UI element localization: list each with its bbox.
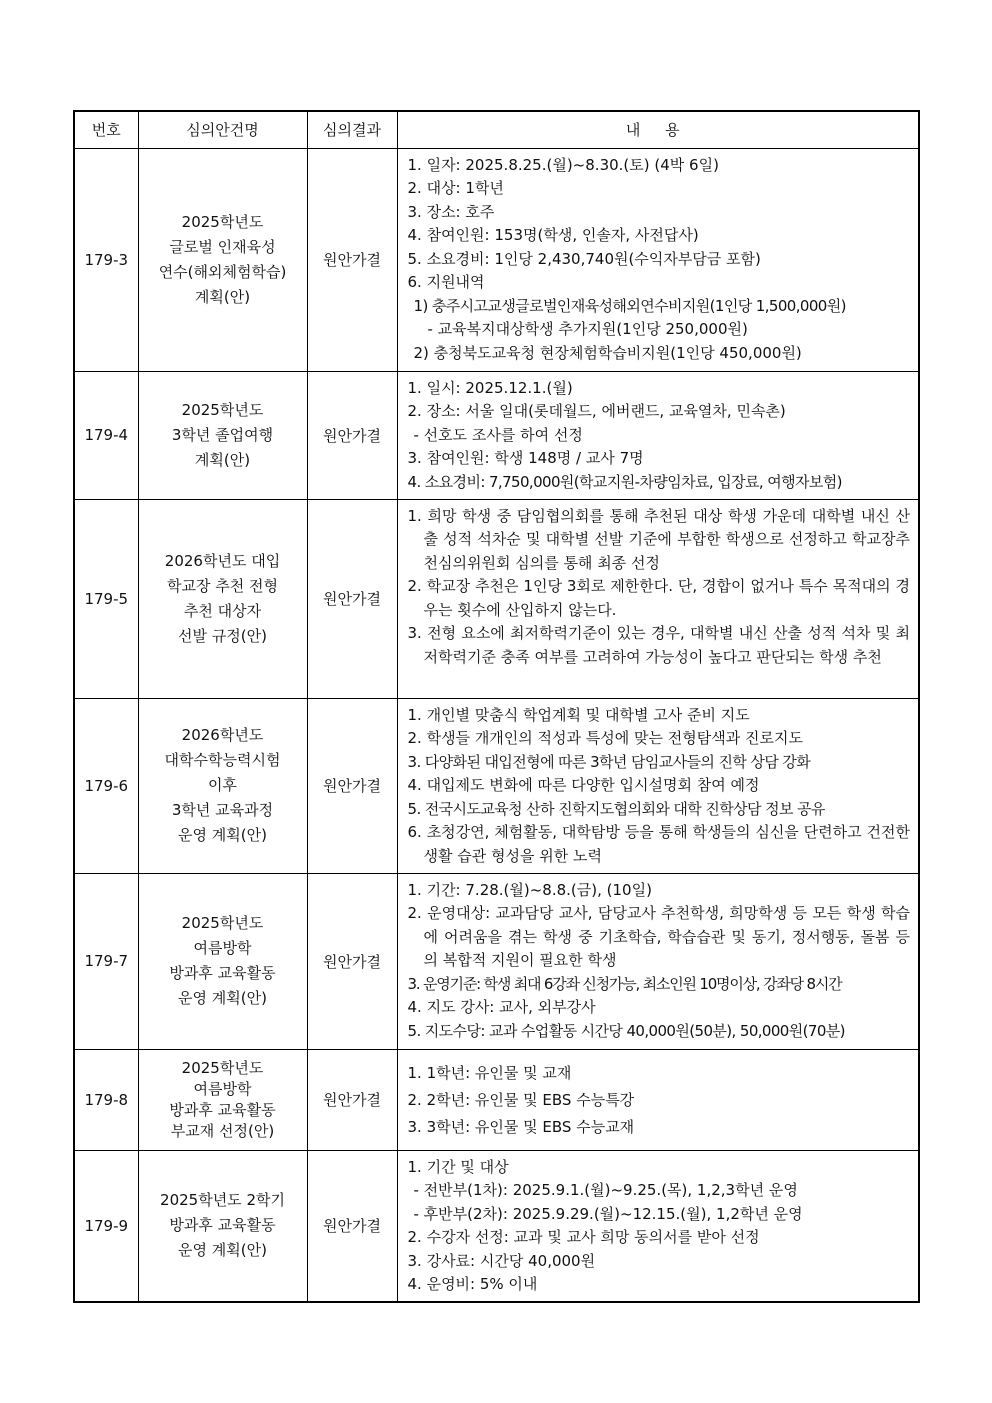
agenda-title-line: 2026학년도 — [181, 726, 264, 744]
agenda-number: 179-4 — [74, 371, 138, 499]
agenda-title-line: 2026학년도 대입 — [164, 551, 281, 570]
content-line: 1. 기간: 7.28.(월)~8.8.(금), (10일) — [407, 880, 652, 899]
content-line: 4. 참여인원: 153명(학생, 인솔자, 사전답사) — [407, 226, 699, 244]
table-row — [74, 698, 919, 873]
agenda-result: 원안가결 — [307, 148, 397, 371]
agenda-result: 원안가결 — [307, 1049, 397, 1150]
content-line: - 후반부(2차): 2025.9.29.(월)~12.15.(월), 1,2학년 운영 — [413, 1204, 803, 1223]
agenda-title-line: 연수(해외체험학습) — [158, 262, 287, 281]
content-line: 4. 지도 강사: 교사, 외부강사 — [407, 998, 596, 1016]
agenda-title-line: 운영 계획(안) — [178, 826, 267, 844]
content-line: 3. 참여인원: 학생 148명 / 교사 7명 — [407, 449, 644, 467]
agenda-number: 179-6 — [74, 698, 138, 873]
agenda-result: 원안가결 — [307, 499, 397, 698]
content-line: 6. 지원내역 — [407, 273, 485, 291]
content-line: 3. 운영기준: 학생 최대 6강좌 신청가능, 최소인원 10명이상, 강좌당 8시간 — [407, 974, 842, 993]
table-header-row — [74, 111, 919, 148]
table-row — [74, 1049, 919, 1150]
agenda-number: 179-8 — [74, 1049, 138, 1150]
agenda-content — [397, 1049, 919, 1150]
header-content-label: 내 용 — [625, 121, 690, 140]
table-row — [74, 873, 919, 1049]
agenda-title-line: 3학년 졸업여행 — [171, 425, 274, 444]
agenda-title-line: 방과후 교육활동 — [169, 1100, 276, 1119]
agenda-content — [397, 698, 919, 873]
agenda-content — [397, 499, 919, 698]
agenda-title-line: 2025학년도 — [181, 400, 264, 419]
content-line: 3. 다양화된 대입전형에 따른 3학년 담임교사들의 진학 상담 강화 — [407, 752, 811, 771]
agenda-content — [397, 148, 919, 371]
agenda-title-line: 글로벌 인재육성 — [169, 237, 276, 256]
agenda-title-line: 2025학년도 — [181, 1058, 264, 1077]
content-line: 4. 운영비: 5% 이내 — [407, 1275, 538, 1293]
content-line: 1. 개인별 맞춤식 학업계획 및 대학별 고사 준비 지도 — [407, 705, 750, 724]
content-line: 6. 초청강연, 체험활동, 대학탐방 등을 통해 학생들의 심신을 단련하고 건전한 생활 습관 형성을 위한 노력 — [407, 823, 910, 865]
table-row — [74, 371, 919, 499]
content-line: 1) 충주시고교생글로벌인재육성해외연수비지원(1인당 1,500,000원) — [413, 296, 846, 315]
content-line: 5. 소요경비: 1인당 2,430,740원(수익자부담금 포함) — [407, 249, 761, 268]
agenda-title-line: 여름방학 — [193, 1079, 252, 1098]
table-row — [74, 499, 919, 698]
content-line: 2. 대상: 1학년 — [407, 179, 504, 197]
content-line: - 교육복지대상학생 추가지원(1인당 250,000원) — [427, 320, 748, 338]
agenda-title-line: 방과후 교육활동 — [169, 1216, 276, 1234]
agenda-title-line: 방과후 교육활동 — [169, 964, 276, 982]
content-line: 3. 강사료: 시간당 40,000원 — [407, 1251, 596, 1270]
agenda-title — [138, 371, 307, 499]
agenda-result: 원안가결 — [307, 698, 397, 873]
content-line: 1. 일자: 2025.8.25.(월)~8.30.(토) (4박 6일) — [407, 155, 719, 174]
content-line: 5. 지도수당: 교과 수업활동 시간당 40,000원(50분), 50,000원(70분) — [407, 1021, 845, 1040]
agenda-title — [138, 1049, 307, 1150]
agenda-number: 179-7 — [74, 873, 138, 1049]
content-line: 2) 충청북도교육청 현장체험학습비지원(1인당 450,000원) — [413, 343, 802, 362]
content-line: 1. 기간 및 대상 — [407, 1157, 509, 1176]
agenda-title — [138, 148, 307, 371]
content-line: 4. 소요경비: 7,750,000원(학교지원-차량임차료, 입장료, 여행자보험) — [407, 472, 842, 491]
agenda-title-line: 계획(안) — [194, 450, 251, 469]
agenda-title-line: 대학수학능력시험 — [164, 751, 281, 769]
content-line: 5. 전국시도교육청 산하 진학지도협의회와 대학 진학상담 정보 공유 — [407, 799, 825, 818]
agenda-title-line: 학교장 추천 전형 — [167, 576, 278, 595]
content-line: 4. 대입제도 변화에 따른 다양한 입시설명회 참여 예정 — [407, 776, 760, 794]
content-line: - 선호도 조사를 하여 선정 — [413, 425, 583, 444]
table-row — [74, 1150, 919, 1302]
content-line: 1. 일시: 2025.12.1.(월) — [407, 378, 573, 397]
agenda-content — [397, 873, 919, 1049]
agenda-title-line: 선발 규정(안) — [178, 626, 267, 645]
agenda-number: 179-5 — [74, 499, 138, 698]
content-line: 3. 전형 요소에 최저학력기준이 있는 경우, 대학별 내신 산출 성적 석차 및 최저학력기준 충족 여부를 고려하여 가능성이 높다고 판단되는 학생 추천 — [407, 624, 910, 666]
header-number: 번호 — [74, 111, 138, 148]
content-line: 2. 2학년: 유인물 및 EBS 수능특강 — [407, 1090, 635, 1109]
agenda-title-line: 추천 대상자 — [183, 601, 262, 620]
agenda-title-line: 이후 — [208, 776, 237, 794]
agenda-title-line: 3학년 교육과정 — [171, 801, 274, 819]
agenda-title-line: 여름방학 — [193, 939, 252, 957]
content-line: 2. 장소: 서울 일대(롯데월드, 에버랜드, 교육열차, 민속촌) — [407, 402, 786, 420]
agenda-title — [138, 1150, 307, 1302]
agenda-title — [138, 698, 307, 873]
agenda-result: 원안가결 — [307, 873, 397, 1049]
table-row — [74, 148, 919, 371]
agenda-result: 원안가결 — [307, 1150, 397, 1302]
agenda-title — [138, 499, 307, 698]
content-line: 1. 1학년: 유인물 및 교재 — [407, 1063, 572, 1082]
content-line: 3. 3학년: 유인물 및 EBS 수능교재 — [407, 1117, 635, 1136]
agenda-title-line: 계획(안) — [194, 287, 251, 306]
agenda-content — [397, 1150, 919, 1302]
content-line: 1. 희망 학생 중 담임협의회를 통해 추천된 대상 학생 가운데 대학별 내신 산출 성적 석차순 및 대학별 선발 기준에 부합한 학생으로 선정하고 학교장추천심의위원회 심의를 통해 최종 선정 — [407, 506, 910, 572]
agenda-title-line: 2025학년도 2학기 — [160, 1191, 285, 1209]
content-line: 2. 운영대상: 교과담당 교사, 담당교사 추천학생, 희망학생 등 모든 학생 학습에 어려움을 겪는 학생 중 기초학습, 학습습관 및 동기, 정서행동, 돌봄 등의 복합적 지원이 필요한 학생 — [407, 904, 910, 969]
header-content — [397, 111, 919, 148]
header-agenda-title: 심의안건명 — [138, 111, 307, 148]
agenda-title-line: 운영 계획(안) — [178, 1241, 267, 1259]
agenda-result: 원안가결 — [307, 371, 397, 499]
content-line: - 전반부(1차): 2025.9.1.(월)~9.25.(목), 1,2,3학년 운영 — [413, 1181, 798, 1199]
agenda-title-line: 2025학년도 — [181, 914, 264, 932]
header-result: 심의결과 — [307, 111, 397, 148]
deliberation-results-table — [73, 110, 920, 1303]
agenda-number: 179-3 — [74, 148, 138, 371]
agenda-title — [138, 873, 307, 1049]
content-line: 2. 학교장 추천은 1인당 3회로 제한한다. 단, 경합이 없거나 특수 목적대의 경우는 횟수에 산입하지 않는다. — [407, 577, 910, 619]
agenda-title-line: 2025학년도 — [181, 212, 264, 231]
agenda-number: 179-9 — [74, 1150, 138, 1302]
content-line: 2. 수강자 선정: 교과 및 교사 희망 동의서를 받아 선정 — [407, 1228, 760, 1246]
agenda-title-line: 부교재 선정(안) — [170, 1121, 275, 1140]
agenda-title-line: 운영 계획(안) — [178, 989, 267, 1007]
content-line: 3. 장소: 호주 — [407, 202, 495, 221]
agenda-content — [397, 371, 919, 499]
content-line: 2. 학생들 개개인의 적성과 특성에 맞는 전형탐색과 진로지도 — [407, 729, 803, 747]
